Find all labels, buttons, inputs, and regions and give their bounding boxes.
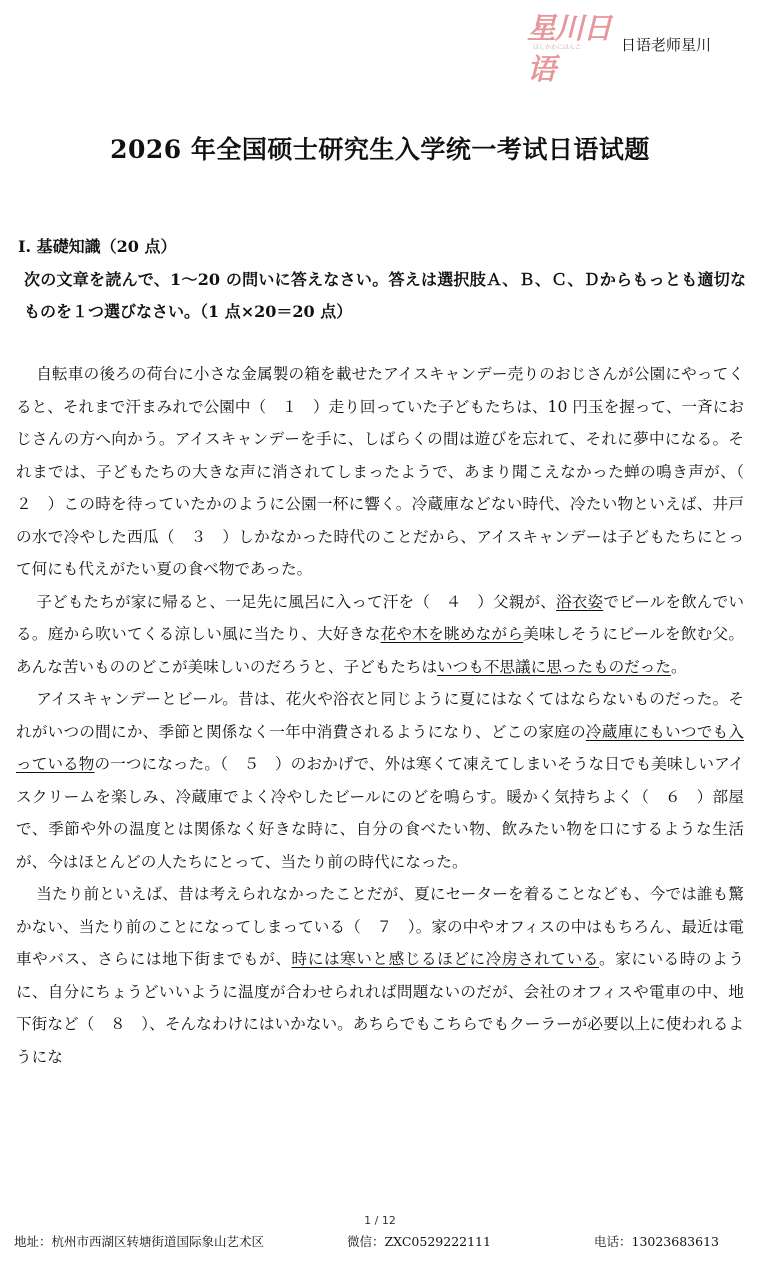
underlined-phrase-fridge: 冷蔵庫にもいつでも入っている物 [16,722,744,773]
underlined-phrase-wonder: いつも不思議に思ったものだった [437,657,671,676]
paragraph-text: 美味しそうにビールを飲む父。あんな苦いもののどこが美味しいのだろうと、子どもたちは [16,625,744,676]
section-instruction: 次の文章を読んで、1〜20 の問いに答えなさい。答えは選択肢Ａ、Ｂ、Ｃ、Ｄからもっとも適切なものを１つ選びなさい。（1 点×20＝20 点） [24,270,746,321]
footer-wechat: 微信：ZXC0529222111 [347,1234,491,1249]
footer-address: 地址：杭州市西湖区转塘街道国际象山艺术区 [14,1234,265,1249]
paragraph-text: 子どもたちが家に帰ると、一足先に風呂に入って汗を（ ４ ）父親が、 [36,592,557,611]
section-heading: I. 基礎知識（20 点） [18,237,177,256]
passage-paragraph-4 [16,878,744,1073]
header-author: 日语老师星川 [621,36,712,54]
page-number: 1 / 12 [364,1214,396,1227]
paragraph-text: 。 [670,657,687,676]
paragraph-text: 当たり前といえば、昔は考えられなかったことだが、夏にセーターを着ることなども、今では誰も驚かない、当たり前のことになってしまっている（ ７ ）。家の中やオフィスの中はもちろん、最近は電車やバス、さらには地下街までもが、 [16,885,744,968]
logo-subtext: ほしかわにほんご [533,44,582,51]
passage-paragraph-2 [16,586,744,684]
underlined-phrase-cooling: 時には寒いと感じるほどに冷房されている [291,950,599,968]
underlined-phrase-flowers: 花や木を眺めながら [380,625,524,643]
reading-passage [16,358,760,1073]
passage-paragraph-1: 自転車の後ろの荷台に小さな金属製の箱を載せたアイスキャンデー売りのおじさんが公園にやってくると、それまで汗まみれで公園中（ １ ）走り回っていた子どもたちは、10 円玉を握って、一斉におじさんの方へ向かう。アイスキャンデーを手に、しばらくの間は遊びを忘れて、それに夢中になる。それまでは、子どもたちの大きな声に消されてしまったようで、あまり聞こえなかった蝉の鳴き声が、（ ２ ）この時を待っていたかのように公園一杯に響く。冷蔵庫などない時代、冷たい物といえば、井戸の水で冷やした西瓜（ ３ ）しかなかった時代のことだから、アイスキャンデーは子どもたちにとって何にも代えがたい夏の食べ物であった。 [16,365,760,578]
footer-phone: 电话：13023683613 [594,1234,719,1249]
paragraph-text: でビールを飲んでいる。庭から吹いてくる涼しい風に当たり、大好きな [16,592,744,643]
underlined-phrase-yukata: 浴衣姿 [556,592,604,611]
paragraph-text: の一つになった。（ ５ ）のおかげで、外は寒くて凍えてしまいそうな日でも美味しいアイスクリームを楽しみ、冷蔵庫でよく冷やしたビールにのどを鳴らす。暖かく気持ちよく（ ６ ）部屋で、季節や外の温度とは関係なく好きな時に、自分の食べたい物、飲みたい物を口にするような生活が、今はほとんどの人たちにとって、当たり前の時代になった。 [16,755,744,871]
passage-paragraph-3 [16,683,744,878]
page-title: 2026 年全国硕士研究生入学统一考试日语试题 [110,135,650,164]
brand-logo [527,6,619,86]
logo-text: 星川日语 [527,11,612,86]
paragraph-text: 。家にいる時のように、自分にちょうどいいように温度が合わせられれば問題ないのだが、会社のオフィスや電車の中、地下街など（ ８ ）、そんなわけにはいかない。あちらでもこちらでもクーラーが必要以上に使われるようにな [16,950,744,1066]
paragraph-text: アイスキャンデーとビール。昔は、花火や浴衣と同じように夏にはなくてはならないものだった。それがいつの間にか、季節と関係なく一年中消費されるようになり、どこの家庭の [16,690,744,741]
